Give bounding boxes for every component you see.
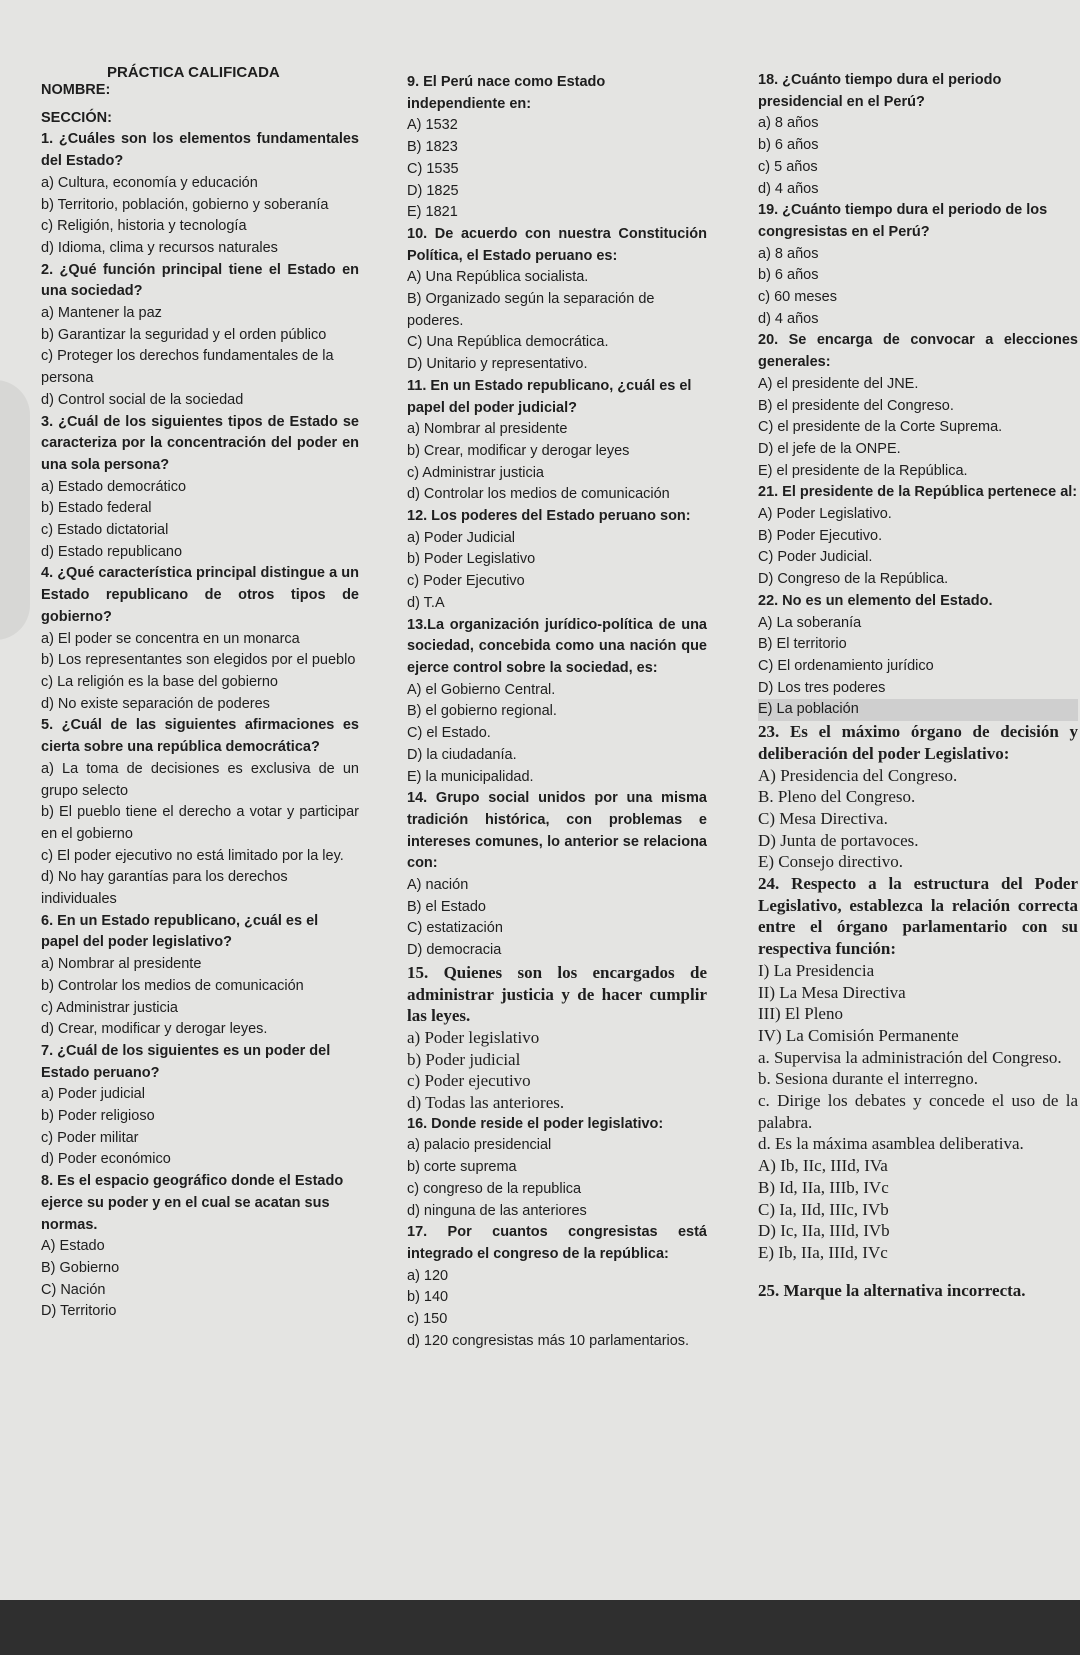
option: c) 60 meses [758,289,837,306]
option: A) Ib, IIc, IIId, IVa [758,1156,888,1176]
option: c) Administrar justicia [41,999,178,1016]
option: d) Idioma, clima y recursos naturales [41,239,278,256]
option: a) El poder se concentra en un monarca [41,630,300,647]
option: d) Control social de la sociedad [41,391,244,408]
option: C) Poder Judicial. [758,549,873,566]
option: a) Poder judicial [41,1086,145,1103]
option: B) Gobierno [41,1259,120,1276]
question-6: 6. En un Estado republicano, ¿cuál es el papel del poder legislativo? [41,912,319,951]
question-23: 23. Es el máximo órgano de decisión y deliberación del poder Legislativo: [758,722,1078,763]
option: d) Todas las anteriores. [407,1093,565,1113]
function: b. Sesiona durante el interregno. [758,1069,978,1089]
question-2: 2. ¿Qué función principal tiene el Estado en una sociedad? [41,261,359,300]
option: A) Una República socialista. [407,269,589,286]
option: a) Estado democrático [41,478,187,495]
option: b) Territorio, población, gobierno y soberanía [41,196,329,213]
option: D) Unitario y representativo. [407,356,588,373]
option: b) Poder Legislativo [407,551,536,568]
option: a) La toma de decisiones es exclusiva de un grupo selecto [41,760,359,799]
question-5: 5. ¿Cuál de las siguientes afirmaciones es cierta sobre una república democrática? [41,717,359,756]
function: d. Es la máxima asamblea deliberativa. [758,1134,1024,1154]
option: b) 6 años [758,137,819,154]
option: a) Poder legislativo [407,1027,540,1047]
option: d) 4 años [758,310,819,327]
option: B) Poder Ejecutivo. [758,527,883,544]
option: B) el presidente del Congreso. [758,397,954,414]
option: C) Mesa Directiva. [758,808,888,828]
nombre-label: NOMBRE: [41,82,111,98]
option: A) La soberanía [758,614,862,631]
option: b) 140 [407,1289,449,1306]
option: A) 1532 [407,117,458,134]
option: b) El pueblo tiene el derecho a votar y participar en el gobierno [41,804,359,842]
option: E) Consejo directivo. [758,852,903,872]
option: D) Territorio [41,1303,117,1320]
option: C) El ordenamiento jurídico [758,657,934,674]
question-15: 15. Quienes son los encargados de administrar justicia y de hacer cumplir las leyes. [407,962,707,1026]
option: D) Junta de portavoces. [758,830,919,850]
option: b) Los representantes son elegidos por el pueblo [41,652,356,669]
item: II) La Mesa Directiva [758,982,906,1002]
question-1: 1. ¿Cuáles son los elementos fundamentales del Estado? [41,131,359,170]
option: b) Crear, modificar y derogar leyes [407,442,630,459]
option: E) Ib, IIa, IIId, IVc [758,1242,888,1262]
option: a) Mantener la paz [41,305,162,322]
question-10: 10. De acuerdo con nuestra Constitución Política, el Estado peruano es: [407,225,707,264]
question-8: 8. Es el espacio geográfico donde el Estado ejerce su poder y en el cual se acatan sus normas. [41,1173,344,1233]
option: D) Congreso de la República. [758,571,949,588]
option: A) nación [407,877,469,894]
question-16: 16. Donde reside el poder legislativo: [407,1115,664,1132]
option: B) Organizado según la separación de poderes. [407,291,655,329]
option: C) Una República democrática. [407,334,609,351]
option: a) palacio presidencial [407,1137,552,1154]
option: d) Poder económico [41,1151,171,1168]
option: c) Poder ejecutivo [407,1071,531,1091]
option: E) 1821 [407,204,458,221]
option: b) corte suprema [407,1159,517,1176]
option: A) Estado [41,1238,105,1255]
option: c) Proteger los derechos fundamentales de la persona [41,348,334,387]
question-11: 11. En un Estado republicano, ¿cuál es el papel del poder judicial? [407,377,692,416]
question-25: 25. Marque la alternativa incorrecta. [758,1280,1026,1300]
option: c) Estado dictatorial [41,522,169,539]
option: B) el gobierno regional. [407,703,557,720]
option: A) el Gobierno Central. [407,681,556,698]
option: d) No hay garantías para los derechos individuales [41,869,288,908]
option: C) 1535 [407,160,459,177]
option: D) democracia [407,942,502,959]
option: d) Controlar los medios de comunicación [407,486,670,503]
option: c) congreso de la republica [407,1180,582,1197]
item: III) El Pleno [758,1004,843,1024]
option: a) 8 años [758,245,819,262]
question-17: 17. Por cuantos congresistas está integrado el congreso de la república: [407,1224,707,1262]
option: A) Poder Legislativo. [758,506,892,523]
option: b) Poder religioso [41,1108,155,1125]
exam-title: PRÁCTICA CALIFICADA [107,64,280,81]
option: a) Nombrar al presidente [407,421,568,438]
question-22: 22. No es un elemento del Estado. [758,592,993,609]
question-18: 18. ¿Cuánto tiempo dura el periodo presidencial en el Perú? [758,72,1002,110]
item: I) La Presidencia [758,960,875,980]
option: a) 120 [407,1267,449,1284]
option: b) Poder judicial [407,1049,521,1069]
option: c) El poder ejecutivo no está limitado por la ley. [41,847,344,864]
question-14: 14. Grupo social unidos por una misma tradición histórica, con problemas e intereses comunes, lo anterior se relaciona con: [407,790,707,872]
option: b) Controlar los medios de comunicación [41,977,304,994]
option: B) El territorio [758,636,847,653]
option: a) Poder Judicial [407,529,515,546]
question-13: 13.La organización jurídico-política de una sociedad, concebida como una nación que ejerce control sobre la sociedad, es: [407,616,707,676]
column-3 [758,70,1078,1301]
option: C) el presidente de la Corte Suprema. [758,419,1003,436]
option: b) 6 años [758,267,819,284]
option: c) 150 [407,1311,448,1328]
option: c) 5 años [758,158,818,175]
question-19: 19. ¿Cuánto tiempo dura el periodo de los congresistas en el Perú? [758,202,1048,240]
option: c) Administrar justicia [407,464,544,481]
option: a) Cultura, economía y educación [41,174,258,191]
item: IV) La Comisión Permanente [758,1025,959,1045]
option: D) el jefe de la ONPE. [758,440,901,457]
question-12: 12. Los poderes del Estado peruano son: [407,508,691,525]
option: D) Los tres poderes [758,679,886,696]
option: d) No existe separación de poderes [41,695,270,712]
option: d) 120 congresistas más 10 parlamentarios. [407,1332,690,1349]
function: a. Supervisa la administración del Congreso. [758,1047,1062,1067]
option: C) estatización [407,920,503,937]
option: C) el Estado. [407,725,491,742]
option: E) la municipalidad. [407,768,534,785]
column-1 [41,62,359,1323]
option: A) el presidente del JNE. [758,375,919,392]
background-surface [0,1600,1080,1655]
finger-shadow [0,380,30,640]
option: d) ninguna de las anteriores [407,1202,587,1219]
option: c) Poder militar [41,1129,139,1146]
question-24: 24. Respecto a la estructura del Poder Legislativo, establezca la relación correcta entre el órgano parlamentario con su respectiva función: [758,874,1078,959]
option: D) 1825 [407,182,459,199]
option: a) 8 años [758,115,819,132]
option: b) Garantizar la seguridad y el orden público [41,326,327,343]
option: d) Estado republicano [41,543,183,560]
option: d) T.A [407,594,445,611]
option: c) Religión, historia y tecnología [41,218,247,235]
option: B) el Estado [407,898,486,915]
option: B. Pleno del Congreso. [758,787,916,807]
option: d) Crear, modificar y derogar leyes. [41,1021,268,1038]
option: d) 4 años [758,180,819,197]
option: A) Presidencia del Congreso. [758,765,958,785]
question-4: 4. ¿Qué característica principal distingue a un Estado republicano de otros tipos de gobierno? [41,565,359,625]
column-2 [407,72,707,1352]
option: D) Ic, IIa, IIId, IVb [758,1221,890,1241]
option: a) Nombrar al presidente [41,956,202,973]
function: c. Dirige los debates y concede el uso de la palabra. [758,1091,1078,1132]
question-21: 21. El presidente de la República pertenece al: [758,484,1078,501]
option: B) Id, IIa, IIIb, IVc [758,1177,889,1197]
option: D) la ciudadanía. [407,746,517,763]
question-9: 9. El Perú nace como Estado independiente en: [407,74,606,112]
option: c) Poder Ejecutivo [407,573,525,590]
seccion-label: SECCIÓN: [41,109,112,126]
option: E) el presidente de la República. [758,462,968,479]
question-20: 20. Se encarga de convocar a elecciones generales: [758,332,1078,371]
option: c) La religión es la base del gobierno [41,673,278,690]
option: C) Nación [41,1281,106,1298]
option: C) Ia, IId, IIIc, IVb [758,1199,889,1219]
question-7: 7. ¿Cuál de los siguientes es un poder del Estado peruano? [41,1042,331,1081]
option: E) La población [758,699,1078,721]
option: B) 1823 [407,139,458,156]
option: b) Estado federal [41,500,152,517]
question-3: 3. ¿Cuál de los siguientes tipos de Estado se caracteriza por la concentración del poder en una sola persona? [41,413,359,473]
